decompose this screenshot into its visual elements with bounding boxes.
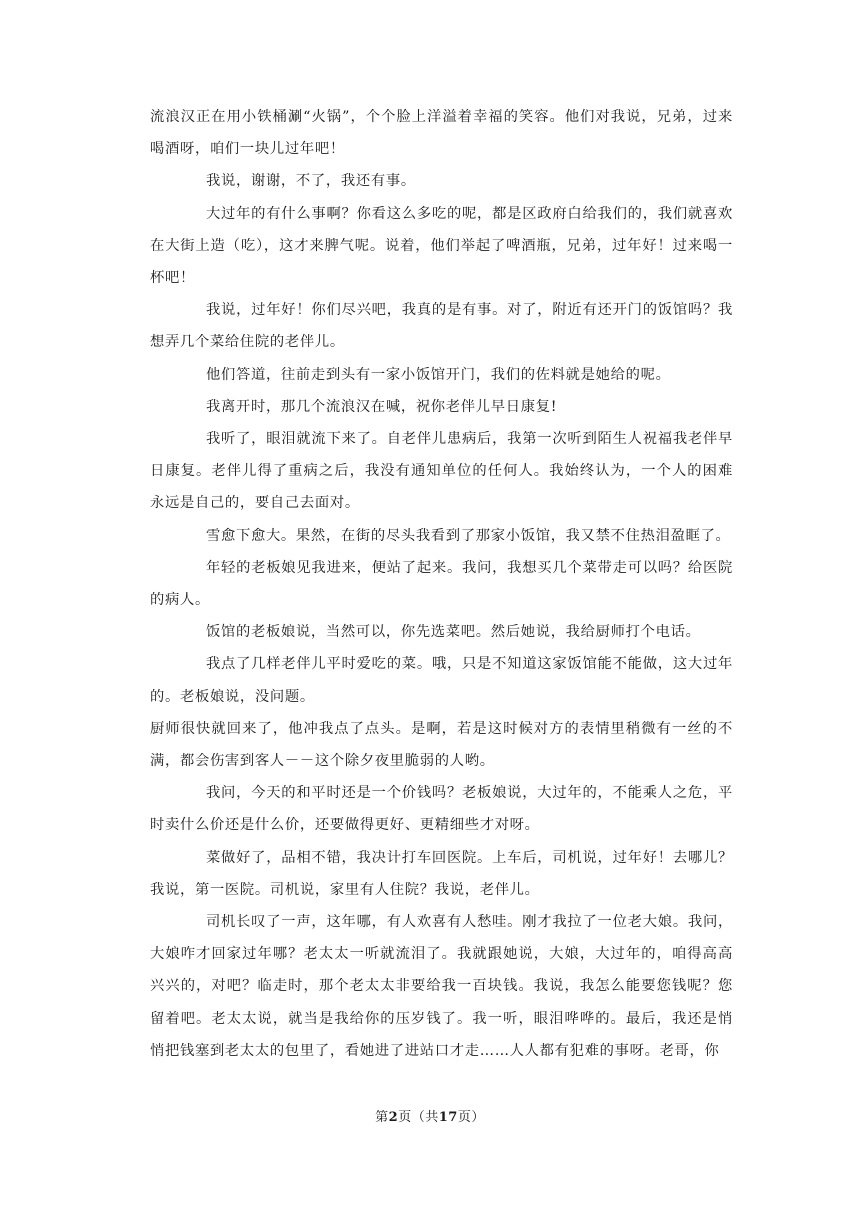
paragraph: 年轻的老板娘见我进来，便站了起来。我问，我想买几个菜带走可以吗？给医院的病人。 (150, 559, 733, 609)
paragraph: 我听了，眼泪就流下来了。自老伴儿患病后，我第一次听到陌生人祝福我老伴早日康复。老伴儿得了重病之后，我没有通知单位的任何人。我始终认为，一个人的困难永远是自己的，要自己去面对。 (150, 431, 733, 512)
page-number: 2 (388, 1110, 399, 1125)
page-footer (0, 1108, 860, 1128)
paragraph: 我说，谢谢，不了，我还有事。 (206, 173, 416, 190)
paragraph: 我说，过年好！你们尽兴吧，我真的是有事。对了，附近有还开门的饭馆吗？我想弄几个菜给住院的老伴儿。 (150, 302, 733, 351)
paragraph: 他们答道，往前走到头有一家小饭馆开门，我们的佐料就是她给的呢。 (206, 366, 671, 383)
paragraph: 厨师很快就回来了，他冲我点了点头。是啊，若是这时候对方的表情里稍微有一丝的不满，都会伤害到客人－－这个除夕夜里脆弱的人哟。 (150, 720, 733, 770)
paragraph: 我离开时，那几个流浪汉在喊，祝你老伴儿早日康复! (206, 398, 558, 415)
footer-suffix: 页） (457, 1110, 485, 1125)
paragraph: 流浪汉正在用小铁桶涮“火锅”，个个脸上洋溢着幸福的笑容。他们对我说，兄弟，过来喝酒呀，咱们一块儿过年吧！ (150, 109, 733, 158)
footer-prefix: 第 (375, 1110, 389, 1125)
paragraph: 司机长叹了一声，这年哪，有人欢喜有人愁哇。刚才我拉了一位老大娘。我问，大娘咋才回家过年哪？老太太一听就流泪了。我就跟她说，大娘，大过年的，咱得高高兴兴的，对吧？临走时，那个老太太非要给我一百块钱。我说，我怎么能要您钱呢？您留着吧。老太太说，就当是我给你的压岁钱了。我一听，眼泪哗哗的。最后，我还是悄悄把钱塞到老太太的包里了，看她进了进站口才走……人人都有犯难的事呀。老哥，你 (150, 914, 733, 1059)
paragraph: 菜做好了，品相不错，我决计打车回医院。上车后，司机说，过年好！去哪儿？我说，第一医院。司机说，家里有人住院？我说，老伴儿。 (150, 849, 733, 898)
body-text (150, 101, 733, 1067)
total-pages: 17 (438, 1110, 458, 1125)
footer-middle: 页（共 (398, 1110, 439, 1125)
paragraph: 大过年的有什么事啊？你看这么多吃的呢，都是区政府白给我们的，我们就喜欢在大街上造（吃），这才来脾气呢。说着，他们举起了啤酒瓶，兄弟，过年好！过来喝一杯吧！ (150, 205, 733, 287)
paragraph: 我问，今天的和平时还是一个价钱吗？老板娘说，大过年的，不能乘人之危，平时卖什么价还是什么价，还要做得更好、更精细些才对呀。 (150, 785, 733, 834)
paragraph: 我点了几样老伴儿平时爱吃的菜。哦，只是不知道这家饭馆能不能做，这大过年的。老板娘说，没问题。 (150, 656, 733, 705)
paragraph: 饭馆的老板娘说，当然可以，你先选菜吧。然后她说，我给厨师打个电话。 (206, 624, 701, 641)
paragraph: 雪愈下愈大。果然，在街的尽头我看到了那家小饭馆，我又禁不住热泪盈眶了。 (206, 527, 731, 544)
